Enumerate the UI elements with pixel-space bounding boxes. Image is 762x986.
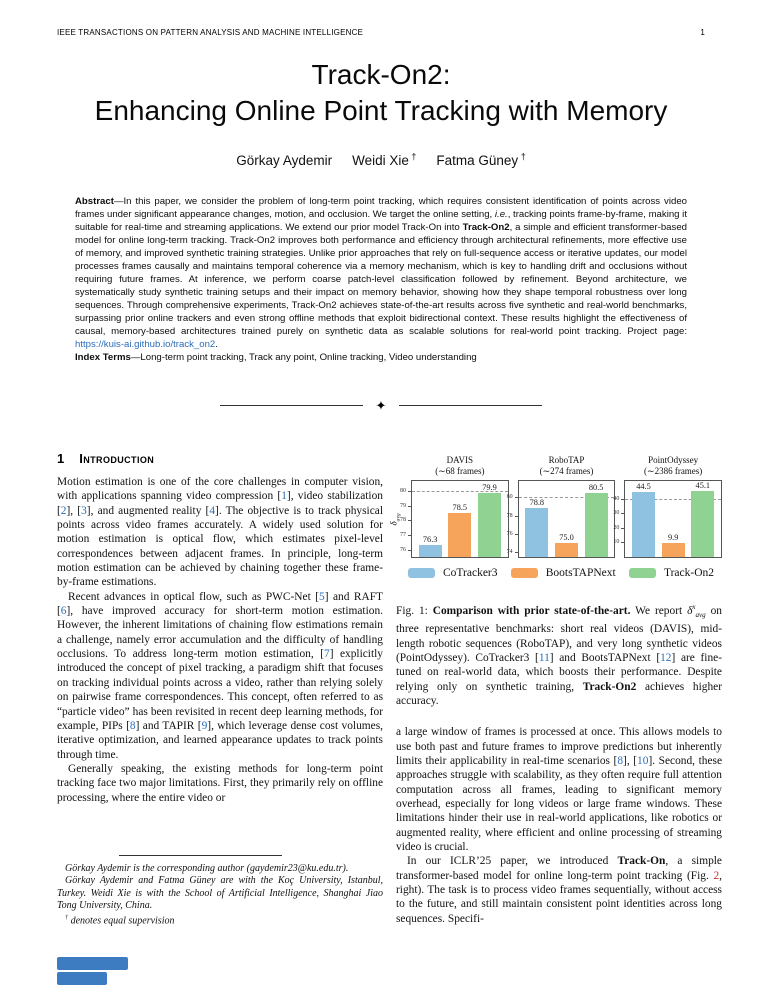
- title-line1: Track-On2:: [311, 59, 451, 90]
- intro-paragraph-2: Recent advances in optical flow, such as PWC-Net [5] and RAFT [6], have improved accuracy for short-term motion estimation. However, the inherent limitations of chaining flow estimations remain a challenge, namely error accumulation and the difficulty of handling occlusions. To address long-term motion estimation, [7] explicitly introduced the concept of pixel tracking, a paradigm shift that focuses on tracking individual points across a video, rather than relying solely on pairwise frame correspondences. This concept, often referred to as “particle video” has been revisited in recent deep learning methods, for example, PIPs [8] and TAPIR [9], which leverage dense cost volumes, iterative optimization, and learned appearance updates to track points through time.: [57, 590, 384, 761]
- author: Görkay Aydemir: [236, 152, 333, 168]
- journal-name: IEEE TRANSACTIONS ON PATTERN ANALYSIS AND MACHINE INTELLIGENCE: [57, 28, 364, 37]
- bar-value-label: 44.5: [636, 481, 651, 491]
- legend-item-CoTracker3: [408, 567, 498, 579]
- legend-label: BootsTAPNext: [545, 567, 616, 579]
- legend-label: CoTracker3: [443, 567, 498, 579]
- bar-Track-On2: [478, 481, 501, 557]
- y-tick-label: 30: [613, 510, 620, 517]
- chart-title: RoboTAP: [548, 455, 585, 465]
- y-tick-mark: [515, 516, 518, 517]
- divider-line: [220, 405, 363, 406]
- index-terms: Index Terms—Long-term point tracking, Track any point, Online tracking, Video understanding: [75, 352, 477, 363]
- bar-BootsTAPNext: [662, 481, 685, 557]
- citation-8[interactable]: 8: [129, 719, 136, 732]
- footnote: [57, 855, 383, 928]
- citation-5[interactable]: 5: [319, 590, 325, 603]
- abstract: Abstract—In this paper, we consider the problem of long-term point tracking, which requires consistent identification of points across video frames under significant appearance changes, motion, and occlusion. We target the online setting, i.e., tracking points frame-by-frame, making it suitable for real-time and streaming applications. We extend our prior model Track-On into Track-On2, a simple and efficient transformer-based model for online long-term tracking. Track-On2 improves both performance and efficiency through architectural refinements, more effective use of memory, and improved synthetic training strategies. Unlike prior approaches that rely on full-sequence access or iterative updates, our model processes frames causally and maintains temporal coherence via a memory mechanism, which is key to handling drift and occlusions without requiring future frames. At inference, we perform coarse patch-level classification followed by refinement. Beyond architecture, we systematically study synthetic training setups and their impact on memory behavior, showing how they shape temporal robustness over long sequences. Through comprehensive experiments, Track-On2 achieves state-of-the-art results across five synthetic and real-world benchmarks, surpassing prior online trackers and even strong offline methods that exploit bidirectional context. These results highlight the effectiveness of causal, memory-based architectures trained purely on synthetic data as scalable solutions for real-world point tracking. Project page: https://kuis-ai.github.io/track_on2.: [75, 196, 687, 350]
- citation-7[interactable]: 7: [323, 648, 330, 661]
- y-tick-label: 80: [400, 488, 406, 495]
- author: Fatma Güney †: [436, 151, 526, 168]
- section-number: 1: [57, 451, 65, 466]
- y-tick-mark: [515, 497, 518, 498]
- bar-BootsTAPNext: [448, 481, 471, 557]
- chart-DAVIS: [400, 455, 509, 558]
- y-tick-mark: [621, 513, 624, 514]
- figure-1: [388, 455, 722, 585]
- section-divider: [0, 399, 762, 412]
- intro-paragraph-3: Generally speaking, the existing methods for long-term point tracking face two major limitations. First, they primarily rely on offline processing, where the entire video or: [57, 762, 383, 804]
- y-tick-label: 76: [400, 546, 406, 553]
- y-axis-label: $\delta_{avg}$: [388, 513, 402, 526]
- y-tick-label: 40: [613, 495, 620, 502]
- plot-area: [613, 480, 722, 558]
- chart-subtitle: (∼2386 frames): [644, 466, 703, 476]
- bar-value-label: 75.0: [559, 533, 574, 543]
- bar-value-label: 78.5: [452, 503, 468, 513]
- citation-8[interactable]: 8: [617, 754, 624, 767]
- bar-Track-On2: [691, 481, 714, 557]
- y-tick-label: 76: [506, 531, 513, 538]
- y-tick-label: 77: [400, 532, 406, 539]
- right-paragraph-2: In our ICLR’25 paper, we introduced Track-On, a simple transformer-based model for online long-term point tracking (Fig. 2, right). The task is to process video frames sequentially, without access to the future, and still maintain consistent point identities across long sequences. Specifi-: [396, 855, 722, 925]
- bar-rect: [691, 491, 714, 557]
- citation-3[interactable]: 3: [81, 504, 87, 517]
- title-line2: Enhancing Online Point Tracking with Memory: [94, 95, 668, 126]
- project-page-link[interactable]: https://kuis-ai.github.io/track_on2: [75, 339, 216, 350]
- bar-CoTracker3: [632, 481, 655, 557]
- abstract-block: [75, 195, 687, 364]
- y-tick-mark: [621, 499, 624, 500]
- bar-rect: [525, 508, 548, 557]
- paper-title: [0, 57, 762, 129]
- right-paragraph-1: a large window of frames is processed at once. This allows models to use both past and future frames to improve predictions but inherently limits their applicability in real-time scenarios [8], [10]. Second, these approaches struggle with scalability, as they often require full attention computation across all frames, leading to significant memory overhead, especially for long videos or large frame windows. These limitations hinder their use in real-world applications, like robotics or augmented reality, where efficient and online processing of streaming video is crucial.: [396, 726, 723, 853]
- bar-rect: [478, 493, 501, 557]
- y-tick-label: 78: [506, 512, 513, 519]
- y-tick-mark: [621, 542, 624, 543]
- bars: [412, 481, 508, 557]
- y-tick-mark: [408, 491, 411, 492]
- y-tick-mark: [408, 535, 411, 536]
- footnote-line: Görkay Aydemir and Fatma Güney are with the Koç University, Istanbul, Turkey. Weidi Xie is with the School of Artificial Intelligence, Shanghai Jiao Tong University, China.: [57, 875, 383, 911]
- y-tick-mark: [408, 550, 411, 551]
- y-tick-label: 79: [400, 502, 406, 509]
- charts-row: [396, 455, 722, 558]
- legend-swatch: [511, 568, 538, 578]
- citation-11[interactable]: 11: [538, 651, 550, 664]
- legend-item-BootsTAPNext: [511, 567, 616, 579]
- two-column-body: [57, 449, 722, 979]
- chart-title: DAVIS: [446, 455, 473, 465]
- bar-rect: [419, 545, 442, 557]
- bar-value-label: 78.8: [529, 498, 545, 508]
- y-tick-mark: [621, 528, 624, 529]
- citation-9[interactable]: 9: [201, 719, 208, 732]
- citation-2[interactable]: 2: [60, 504, 67, 517]
- bar-Track-On2: [585, 481, 608, 557]
- bar-rect: [662, 543, 685, 557]
- bar-rect: [585, 493, 608, 557]
- bar-CoTracker3: [525, 481, 548, 557]
- footnote-rule: [119, 855, 282, 856]
- y-tick-label: 74: [506, 549, 513, 556]
- bar-rect: [555, 543, 578, 557]
- citation-4[interactable]: 4: [209, 504, 216, 517]
- y-tick-mark: [408, 506, 411, 507]
- section-title: Introduction: [79, 451, 155, 466]
- legend-label: Track-On2: [663, 567, 714, 579]
- y-tick-mark: [515, 552, 518, 553]
- chart-RoboTAP: [506, 455, 616, 558]
- footnote-line: † denotes equal supervision: [65, 914, 175, 927]
- left-column: [57, 449, 383, 979]
- page-number: 1: [700, 28, 705, 37]
- legend-swatch: [629, 568, 656, 578]
- chart-PointOdyssey: [613, 455, 722, 558]
- citation-10[interactable]: 10: [637, 754, 649, 767]
- citation-6[interactable]: 6: [60, 605, 67, 618]
- authors-line: [0, 151, 762, 168]
- bar-CoTracker3: [419, 481, 442, 557]
- y-tick-label: 78: [400, 517, 406, 524]
- legend-item-Track-On2: [629, 567, 714, 579]
- plot-area: [400, 480, 509, 558]
- y-tick-label: 10: [613, 539, 620, 546]
- intro-paragraph-1: Motion estimation is one of the core challenges in computer vision, with applications spanning video compression [1], video stabilization [2], [3], and augmented reality [4]. The objective is to track physical points across video frames accurately. A widely used solution for motion estimation is optical flow, which estimates pixel-level correspondences between adjacent frames. In principle, long-term motion estimation can be achieved by chaining together these frame-by-frame estimations.: [57, 476, 383, 589]
- bar-BootsTAPNext: [555, 481, 578, 557]
- bars: [519, 481, 615, 557]
- y-tick-label: 20: [613, 524, 620, 531]
- section-heading: [57, 451, 383, 466]
- bar-value-label: 45.1: [695, 481, 711, 491]
- ui-artifact-box-2: [57, 972, 107, 985]
- page-header: [57, 28, 705, 37]
- citation-1[interactable]: 1: [281, 490, 287, 503]
- divider-line: [399, 405, 542, 406]
- bar-value-label: 79.9: [482, 482, 497, 492]
- figure-caption: Fig. 1: Comparison with prior state-of-the-art. We report $\delta^x_{avg}$ on three representative benchmarks: short real videos (DAVIS), mid-length robotic sequences (RoboTAP), and very long synthetic videos (PointOdyssey). CoTracker3 [11] and BootsTAPNext [12] are fine-tuned on real-world data, which boosts their performance. Despite relying only on synthetic training, Track-On2 achieves higher accuracy.: [396, 603, 722, 707]
- right-column: [388, 449, 723, 979]
- figure-2-ref[interactable]: 2: [713, 869, 720, 882]
- legend-swatch: [408, 568, 435, 578]
- ui-artifact-box-1: [57, 957, 128, 970]
- bar-rect: [632, 492, 655, 557]
- bar-value-label: 76.3: [422, 535, 438, 545]
- y-tick-label: 80: [506, 494, 513, 501]
- chart-subtitle: (∼274 frames): [539, 466, 594, 476]
- chart-legend: [396, 567, 722, 579]
- author: Weidi Xie †: [352, 151, 417, 168]
- chart-subtitle: (∼68 frames): [435, 466, 485, 476]
- y-tick-mark: [408, 520, 411, 521]
- bar-value-label: 9.9: [667, 532, 679, 542]
- diamond-icon: ✦: [375, 398, 387, 413]
- bar-value-label: 80.5: [588, 482, 604, 492]
- plot-area: [506, 480, 616, 558]
- citation-12[interactable]: 12: [660, 651, 672, 664]
- bar-rect: [448, 513, 471, 557]
- chart-title: PointOdyssey: [648, 455, 699, 465]
- y-tick-mark: [515, 534, 518, 535]
- bars: [625, 481, 721, 557]
- footnote-line: Görkay Aydemir is the corresponding author (gaydemir23@ku.edu.tr).: [65, 863, 349, 874]
